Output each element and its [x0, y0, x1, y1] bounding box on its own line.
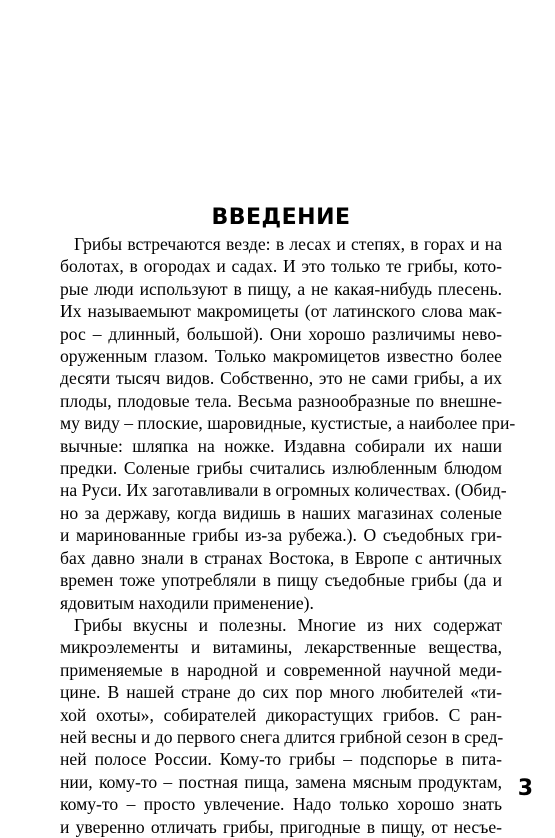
text-line: му виду – плоские, шаровидные, кустистые, а наиболее при-: [60, 413, 516, 434]
paragraph-2: [60, 614, 502, 838]
text-line: на Руси. Их заготавливали в огромных количествах. (Обид-: [60, 480, 507, 501]
paragraph-1: [60, 233, 516, 614]
text-line: микроэлементы и витамины, лекарственные вещества,: [60, 637, 502, 658]
text-line: бах давно знали в странах Востока, в Европе с античных: [60, 547, 502, 568]
text-line: и уверенно отличать грибы, пригодные в пищу, от несъе-: [60, 816, 502, 837]
text-line: рос – длинный, большой). Они хорошо различимы нево-: [60, 323, 502, 344]
body-text: [60, 233, 516, 838]
text-line: но за державу, когда видишь в наших магазинах соленые: [60, 502, 502, 523]
text-line: Грибы встречаются везде: в лесах и степях, в горах и на: [74, 234, 502, 254]
text-line: вычные: шляпка на ножке. Издавна собирали их наши: [60, 435, 502, 456]
text-line: оруженным глазом. Только макромицетов известно более: [60, 346, 502, 367]
text-line: рые люди используют в пищу, а не какая-нибудь плесень.: [60, 278, 502, 299]
text-line: цине. В нашей стране до сих пор много любителей «ти-: [60, 682, 502, 703]
text-line: плоды, плодовые тела. Весьма разнообразные по внешне-: [60, 390, 502, 411]
text-line: времен тоже употребляли в пищу съедобные грибы (да и: [60, 570, 502, 591]
text-line: Их называемыют макромицеты (от латинского слова мак-: [60, 301, 502, 322]
text-line: предки. Соленые грибы считались излюбленным блюдом: [60, 458, 502, 479]
text-line: Грибы вкусны и полезны. Многие из них содержат: [74, 614, 502, 635]
text-line: применяемые в народной и современной научной меди-: [60, 659, 502, 680]
page-number: 3: [517, 776, 533, 801]
chapter-title: ВВЕДЕНИЕ: [211, 205, 351, 230]
text-line: хой охоты», собирателей дикорастущих грибов. С ран-: [60, 704, 502, 725]
text-line: и маринованные грибы из-за рубежа.). О съедобных гри-: [60, 525, 502, 546]
text-line: болотах, в огородах и садах. И это только те грибы, кото-: [60, 256, 502, 277]
text-line: ней весны и до первого снега длится грибной сезон в сред-: [60, 726, 504, 747]
text-line: кому-то – просто увлечение. Надо только хорошо знать: [60, 794, 502, 815]
book-page: [60, 0, 516, 837]
text-line: нии, кому-то – постная пища, замена мясным продуктам,: [60, 771, 502, 792]
text-line: ядовитым находили применение).: [60, 592, 314, 613]
text-line: десяти тысяч видов. Собственно, это не сами грибы, а их: [60, 368, 502, 389]
text-line: ней полосе России. Кому-то грибы – подспорье в пита-: [60, 749, 502, 770]
